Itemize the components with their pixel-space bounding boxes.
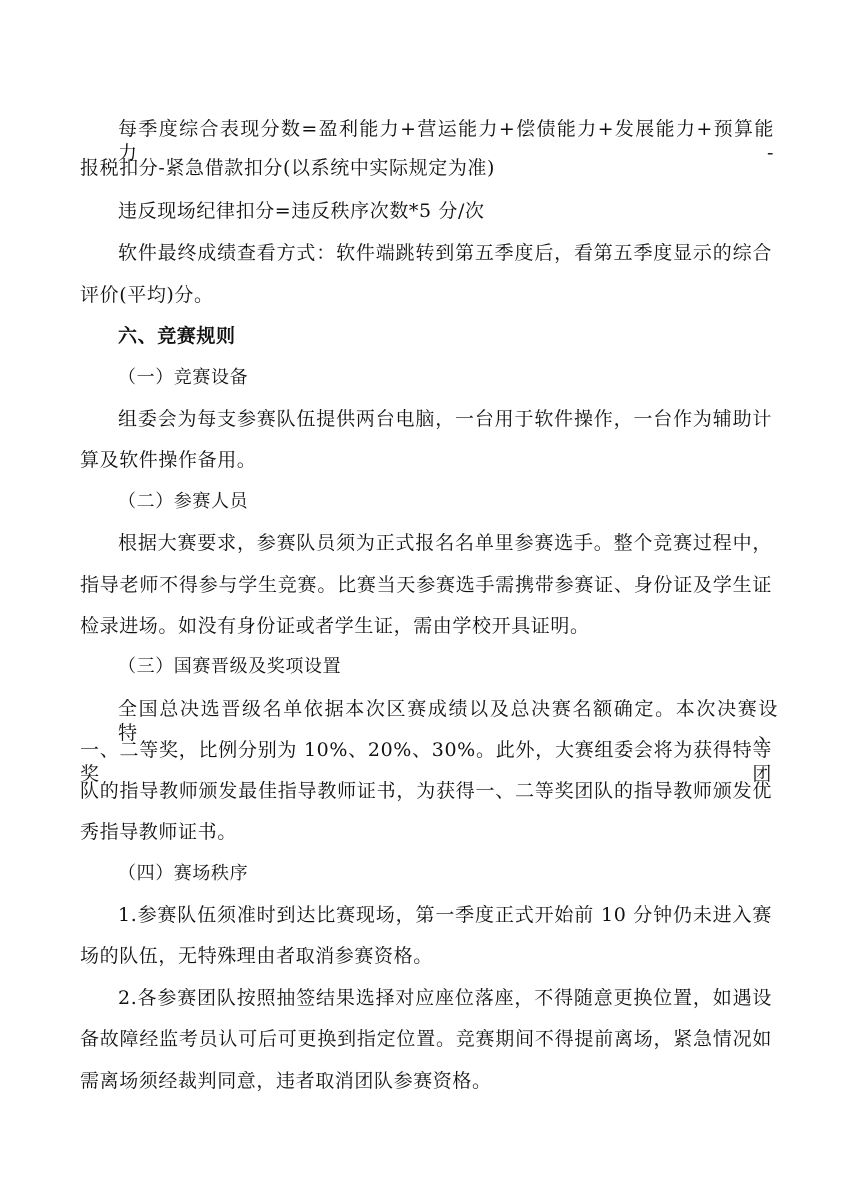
equipment-line-2: 算及软件操作备用。 — [80, 449, 257, 471]
order-item-2-line-1: 2.各参赛团队按照抽签结果选择对应座位落座，不得随意更换位置，如遇设 — [118, 987, 772, 1009]
score-formula-line-1: 每季度综合表现分数=盈利能力+营运能力+偿债能力+发展能力+预算能力- — [118, 118, 774, 164]
awards-line-3: 队的指导教师颁发最佳指导教师证书，为获得一、二等奖团队的指导教师颁发优 — [80, 780, 772, 802]
participants-line-3: 检录进场。如没有身份证或者学生证，需由学校开具证明。 — [80, 615, 590, 637]
equipment-line-1: 组委会为每支参赛队伍提供两台电脑，一台用于软件操作，一台作为辅助计 — [118, 408, 772, 430]
awards-line-4: 秀指导教师证书。 — [80, 821, 237, 843]
subsection-heading-equipment: （一）竞赛设备 — [118, 367, 249, 388]
order-item-2-line-2: 备故障经监考员认可后可更换到指定位置。竞赛期间不得提前离场，紧急情况如 — [80, 1028, 772, 1050]
final-score-line-2: 评价(平均)分。 — [80, 284, 214, 306]
final-score-line-1: 软件最终成绩查看方式：软件端跳转到第五季度后，看第五季度显示的综合 — [118, 242, 772, 264]
discipline-deduction-line: 违反现场纪律扣分=违反秩序次数*5 分/次 — [118, 200, 485, 222]
participants-line-2: 指导老师不得参与学生竞赛。比赛当天参赛选手需携带参赛证、身份证及学生证 — [80, 574, 772, 596]
subsection-heading-order: （四）赛场秩序 — [118, 863, 249, 884]
subsection-heading-awards: （三）国赛晋级及奖项设置 — [118, 656, 342, 677]
order-item-1-line-1: 1.参赛队伍须准时到达比赛现场，第一季度正式开始前 10 分钟仍未进入赛 — [118, 904, 772, 926]
section-heading: 六、竞赛规则 — [118, 325, 236, 347]
participants-line-1: 根据大赛要求，参赛队员须为正式报名名单里参赛选手。整个竞赛过程中， — [118, 532, 772, 554]
order-item-2-line-3: 需离场须经裁判同意，违者取消团队参赛资格。 — [80, 1070, 492, 1092]
awards-line-2: 一、二等奖，比例分别为 10%、20%、30%。此外，大赛组委会将为获得特等奖团 — [80, 739, 772, 785]
order-item-1-line-2: 场的队伍，无特殊理由者取消参赛资格。 — [80, 945, 433, 967]
subsection-heading-participants: （二）参赛人员 — [118, 491, 249, 512]
awards-line-1: 全国总决选晋级名单依据本次区赛成绩以及总决赛名额确定。本次决赛设特、 — [118, 698, 778, 744]
score-formula-line-2: 报税扣分-紧急借款扣分(以系统中实际规定为准) — [80, 157, 496, 179]
